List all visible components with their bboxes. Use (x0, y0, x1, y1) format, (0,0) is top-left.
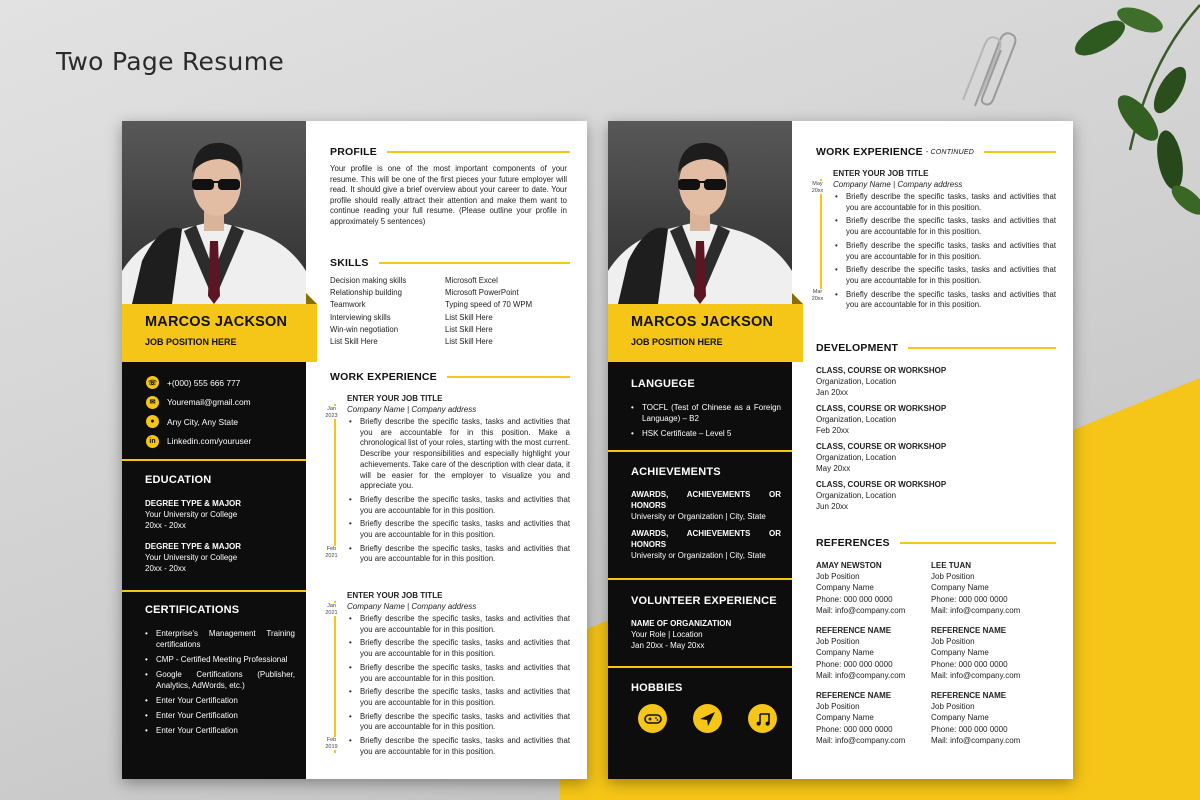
volunteer-item: NAME OF ORGANIZATION Your Role | Location Jan 20xx - May 20xx (631, 619, 732, 650)
timeline-date-start: May 20xx (809, 181, 826, 194)
job-entry (325, 591, 570, 760)
job-company: Company Name | Company address (347, 405, 477, 414)
skills-heading: SKILLS (330, 257, 570, 269)
education-item: DEGREE TYPE & MAJOR Your University or College 20xx - 20xx (145, 499, 242, 530)
list-item: • Briefly describe the specific tasks, tasks and activities that you are accountable for in this position. (349, 736, 570, 757)
contact-linkedin: in Linkedin.com/youruser (146, 432, 251, 452)
candidate-name: MARCOS JACKSON (145, 314, 288, 330)
divider (122, 459, 306, 461)
volunteer-heading: VOLUNTEER EXPERIENCE (631, 595, 777, 607)
phone-icon: ☏ (146, 376, 159, 389)
list-item: • Briefly describe the specific tasks, tasks and activities that you are accountable for in this position. Make a chronological list of your roles, starting with the most current. Describe your responsibilities and especially highlight your achievements. Take care of the description with clear data, it will be easier for the employer to visualize you and appreciate you. (349, 417, 570, 492)
candidate-name: MARCOS JACKSON (631, 314, 774, 330)
reference-item: REFERENCE NAME Job Position Company Name Phone: 000 000 0000 Mail: info@company.com (816, 626, 906, 680)
job-title: ENTER YOUR JOB TITLE (347, 394, 443, 403)
divider (122, 590, 306, 592)
list-item: • Briefly describe the specific tasks, tasks and activities that you are accountable for in this position. (349, 638, 570, 659)
divider (608, 578, 792, 580)
achievements-heading: ACHIEVEMENTS (631, 466, 721, 478)
timeline-date-end: Feb 2019 (323, 737, 340, 750)
timeline-date-start: Jan 2021 (323, 603, 340, 616)
list-item: • CMP - Certified Meeting Professional (145, 654, 295, 665)
profile-heading: PROFILE (330, 146, 570, 158)
job-title: ENTER YOUR JOB TITLE (347, 591, 443, 600)
timeline-line (820, 179, 822, 291)
list-item: • HSK Certificate – Level 5 (631, 428, 781, 439)
reference-item: REFERENCE NAME Job Position Company Name Phone: 000 000 0000 Mail: info@company.com (931, 626, 1021, 680)
reference-item: AMAY NEWSTON Job Position Company Name Phone: 000 000 0000 Mail: info@company.com (816, 561, 906, 615)
skill-item: Win-win negotiation (330, 324, 399, 334)
job-entry (811, 169, 1056, 314)
contact-list (146, 373, 251, 451)
resume-page-2 (608, 121, 1073, 779)
name-banner (608, 304, 803, 362)
job-position: JOB POSITION HERE (145, 337, 237, 347)
development-item: CLASS, COURSE OR WORKSHOP Organization, Location May 20xx (816, 442, 947, 473)
list-item: • Enter Your Certification (145, 725, 295, 736)
list-item: • Google Certifications (Publisher, Analytics, AdWords, etc.) (145, 669, 295, 691)
sidebar (608, 121, 792, 779)
skill-item: List Skill Here (445, 336, 493, 346)
divider (608, 450, 792, 452)
skill-item: Relationship building (330, 288, 402, 298)
email-icon: ✉ (146, 396, 159, 409)
job-company: Company Name | Company address (347, 602, 477, 611)
list-item: • Briefly describe the specific tasks, tasks and activities that you are accountable for in this position. (349, 544, 570, 565)
work-experience-heading: WORK EXPERIENCE (330, 371, 570, 383)
timeline-date-end: Mar 20xx (809, 289, 826, 302)
skill-item: Microsoft PowerPoint (445, 288, 519, 298)
reference-item: LEE TUAN Job Position Company Name Phone: 000 000 0000 Mail: info@company.com (931, 561, 1021, 615)
list-item: • Briefly describe the specific tasks, tasks and activities that you are accountable for in this position. (835, 241, 1056, 262)
list-item: • Briefly describe the specific tasks, tasks and activities that you are accountable for in this position. (349, 712, 570, 733)
timeline-date-start: Jan 2023 (323, 406, 340, 419)
contact-phone: ☏ +(000) 555 666 777 (146, 373, 251, 393)
list-item: • Briefly describe the specific tasks, tasks and activities that you are accountable for in this position. (835, 216, 1056, 237)
development-item: CLASS, COURSE OR WORKSHOP Organization, Location Jan 20xx (816, 366, 947, 397)
job-position: JOB POSITION HERE (631, 337, 723, 347)
list-item: • Enter Your Certification (145, 695, 295, 706)
list-item: • Enterprise's Management Training certifications (145, 628, 295, 650)
skill-item: Decision making skills (330, 276, 407, 285)
skill-item: Microsoft Excel (445, 276, 498, 285)
certifications-heading: CERTIFICATIONS (145, 604, 240, 616)
airplane-icon (693, 704, 722, 733)
divider (608, 666, 792, 668)
development-list (816, 365, 1056, 517)
profile-photo (122, 121, 306, 304)
education-heading: EDUCATION (145, 474, 212, 486)
skill-item: List Skill Here (445, 324, 493, 334)
skill-item: List Skill Here (330, 336, 378, 346)
list-item: • Briefly describe the specific tasks, tasks and activities that you are accountable for in this position. (349, 663, 570, 684)
skill-item: Teamwork (330, 300, 366, 310)
job-bullets (330, 417, 570, 565)
gamepad-icon (638, 704, 667, 733)
list-item: • Briefly describe the specific tasks, tasks and activities that you are accountable for in this position. (835, 265, 1056, 286)
job-bullets (816, 192, 1056, 311)
job-bullets (330, 614, 570, 757)
music-icon (748, 704, 777, 733)
location-icon: ● (146, 415, 159, 428)
language-heading: LANGUEGE (631, 378, 695, 390)
development-heading: DEVELOPMENT (816, 342, 1056, 354)
skills-grid (330, 276, 570, 346)
list-item: • Briefly describe the specific tasks, tasks and activities that you are accountable for in this position. (835, 192, 1056, 213)
reference-item: REFERENCE NAME Job Position Company Name Phone: 000 000 0000 Mail: info@company.com (931, 691, 1021, 745)
job-company: Company Name | Company address (833, 180, 963, 189)
timeline-line (334, 404, 336, 554)
development-item: CLASS, COURSE OR WORKSHOP Organization, Location Jun 20xx (816, 480, 947, 511)
resume-page-1 (122, 121, 587, 779)
paperclip-icon (955, 28, 1025, 113)
linkedin-icon: in (146, 435, 159, 448)
name-banner (122, 304, 317, 362)
profile-text: Your profile is one of the most important components of your resume. This will be one of the first pieces your future employer will read. It should give a brief overview about your career to date. Your profile should really attract their attention and make them want to continue reading your full resume. (Please outline your profile in approximately 5 sentences) (330, 164, 567, 226)
list-item: • Briefly describe the specific tasks, tasks and activities that you are accountable for in this position. (349, 519, 570, 540)
job-entry (325, 394, 570, 568)
profile-photo (608, 121, 792, 304)
timeline-line (334, 601, 336, 753)
skill-item: Interviewing skills (330, 312, 391, 322)
contact-location: ● Any City, Any State (146, 412, 251, 432)
contact-email: ✉ Youremail@gmail.com (146, 393, 251, 413)
certifications-list (145, 628, 295, 740)
skill-item: Typing speed of 70 WPM (445, 300, 533, 310)
list-item: • Briefly describe the specific tasks, tasks and activities that you are accountable for in this position. (349, 687, 570, 708)
education-item: DEGREE TYPE & MAJOR Your University or College 20xx - 20xx (145, 542, 242, 573)
hobbies-icons (638, 704, 777, 733)
list-item: • Briefly describe the specific tasks, tasks and activities that you are accountable for in this position. (835, 290, 1056, 311)
work-continued-heading: WORK EXPERIENCE - CONTINUED (816, 146, 1056, 158)
list-item: • Briefly describe the specific tasks, tasks and activities that you are accountable for in this position. (349, 495, 570, 516)
language-list (631, 402, 781, 443)
achievement-item: AWARDS, ACHIEVEMENTS OR HONORS University or Organization | City, State (631, 490, 781, 521)
hobbies-heading: HOBBIES (631, 682, 683, 694)
skill-item: List Skill Here (445, 312, 493, 322)
page-title: Two Page Resume (56, 47, 285, 76)
timeline-date-end: Feb 2021 (323, 546, 340, 559)
sidebar (122, 121, 306, 779)
list-item: • TOCFL (Test of Chinese as a Foreign Language) – B2 (631, 402, 781, 424)
reference-item: REFERENCE NAME Job Position Company Name Phone: 000 000 0000 Mail: info@company.com (816, 691, 906, 745)
development-item: CLASS, COURSE OR WORKSHOP Organization, Location Feb 20xx (816, 404, 947, 435)
list-item: • Briefly describe the specific tasks, tasks and activities that you are accountable for in this position. (349, 614, 570, 635)
references-heading: REFERENCES (816, 537, 1056, 549)
list-item: • Enter Your Certification (145, 710, 295, 721)
job-title: ENTER YOUR JOB TITLE (833, 169, 929, 178)
references-grid (816, 560, 1056, 746)
achievement-item: AWARDS, ACHIEVEMENTS OR HONORS University or Organization | City, State (631, 529, 781, 560)
